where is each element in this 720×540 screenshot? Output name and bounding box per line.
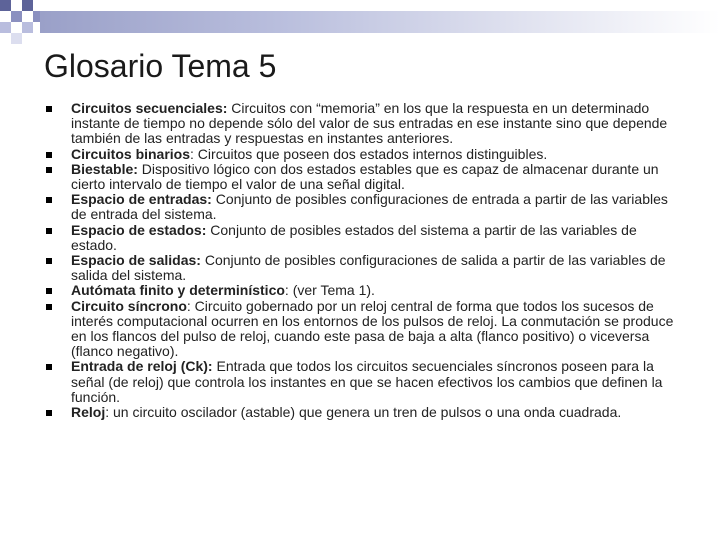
square-bullet-icon: [46, 197, 52, 203]
glossary-definition: Dispositivo lógico con dos estados estables que es capaz de almacenar durante un cierto intervalo de tiempo el valor de una señal digital.: [71, 160, 659, 193]
glossary-definition: Entrada que todos los circuitos secuenciales síncronos poseen para la señal (de reloj) que controla los instantes en que se hacen efectivos los cambios que definen la función.: [71, 358, 663, 405]
glossary-item: [46, 147, 686, 162]
square-bullet-icon: [46, 410, 52, 416]
glossary-term: Espacio de salidas:: [71, 252, 201, 269]
square-bullet-icon: [46, 152, 52, 158]
glossary-item: [46, 299, 686, 360]
glossary-term: Espacio de estados:: [71, 221, 207, 238]
glossary-item: [46, 253, 686, 283]
square-bullet-icon: [46, 304, 52, 310]
slide-title: Glosario Tema 5: [44, 48, 277, 84]
glossary-item: [46, 283, 686, 298]
header-gradient-band: [40, 11, 720, 33]
square-bullet-icon: [46, 228, 52, 234]
glossary-term: Circuitos secuenciales:: [71, 100, 228, 116]
square-bullet-icon: [46, 167, 52, 173]
glossary-term: Autómata finito y determinístico: [71, 282, 285, 299]
glossary-definition: : un circuito oscilador (astable) que genera un tren de pulsos o una onda cuadrada.: [105, 404, 622, 421]
glossary-item: [46, 405, 686, 420]
glossary-term: Circuito síncrono: [71, 297, 187, 314]
glossary-definition: Circuitos con “memoria” en los que la respuesta en un determinado instante de tiempo no depende sólo del valor de sus entradas en ese instante sino que depende también de las entradas y respuestas en instantes anteriores.: [71, 100, 668, 147]
glossary-list: [46, 101, 686, 420]
glossary-item: [46, 101, 686, 147]
glossary-definition: Conjunto de posibles configuraciones de entrada a partir de las variables de entrada del sistema.: [71, 191, 668, 223]
glossary-item: [46, 223, 686, 253]
glossary-definition: : Circuito gobernado por un reloj central de forma que todos los sucesos de interés computacional ocurren en los entornos de los pulsos de reloj. La conmutación se produce en los flancos del pulso de reloj, cuando este pasa de baja a alta (flanco positivo) o viceversa (flanco negativo).: [71, 297, 674, 360]
glossary-item: [46, 162, 686, 192]
glossary-term: Reloj: [71, 404, 106, 421]
glossary-definition: Conjunto de posibles configuraciones de salida a partir de las variables de salida del sistema.: [71, 252, 666, 284]
square-bullet-icon: [46, 288, 52, 294]
glossary-item: [46, 359, 686, 405]
glossary-term: Entrada de reloj (Ck):: [71, 358, 213, 375]
glossary-term: Espacio de entradas:: [71, 191, 212, 208]
square-bullet-icon: [46, 106, 52, 112]
glossary-definition: : Circuitos que poseen dos estados internos distinguibles.: [190, 145, 548, 162]
glossary-definition: : (ver Tema 1).: [284, 282, 375, 299]
square-bullet-icon: [46, 258, 52, 264]
glossary-term: Circuitos binarios: [71, 145, 191, 162]
glossary-item: [46, 192, 686, 222]
glossary-definition: Conjunto de posibles estados del sistema a partir de las variables de estado.: [71, 221, 637, 253]
square-bullet-icon: [46, 364, 52, 370]
glossary-term: Biestable:: [71, 160, 138, 177]
